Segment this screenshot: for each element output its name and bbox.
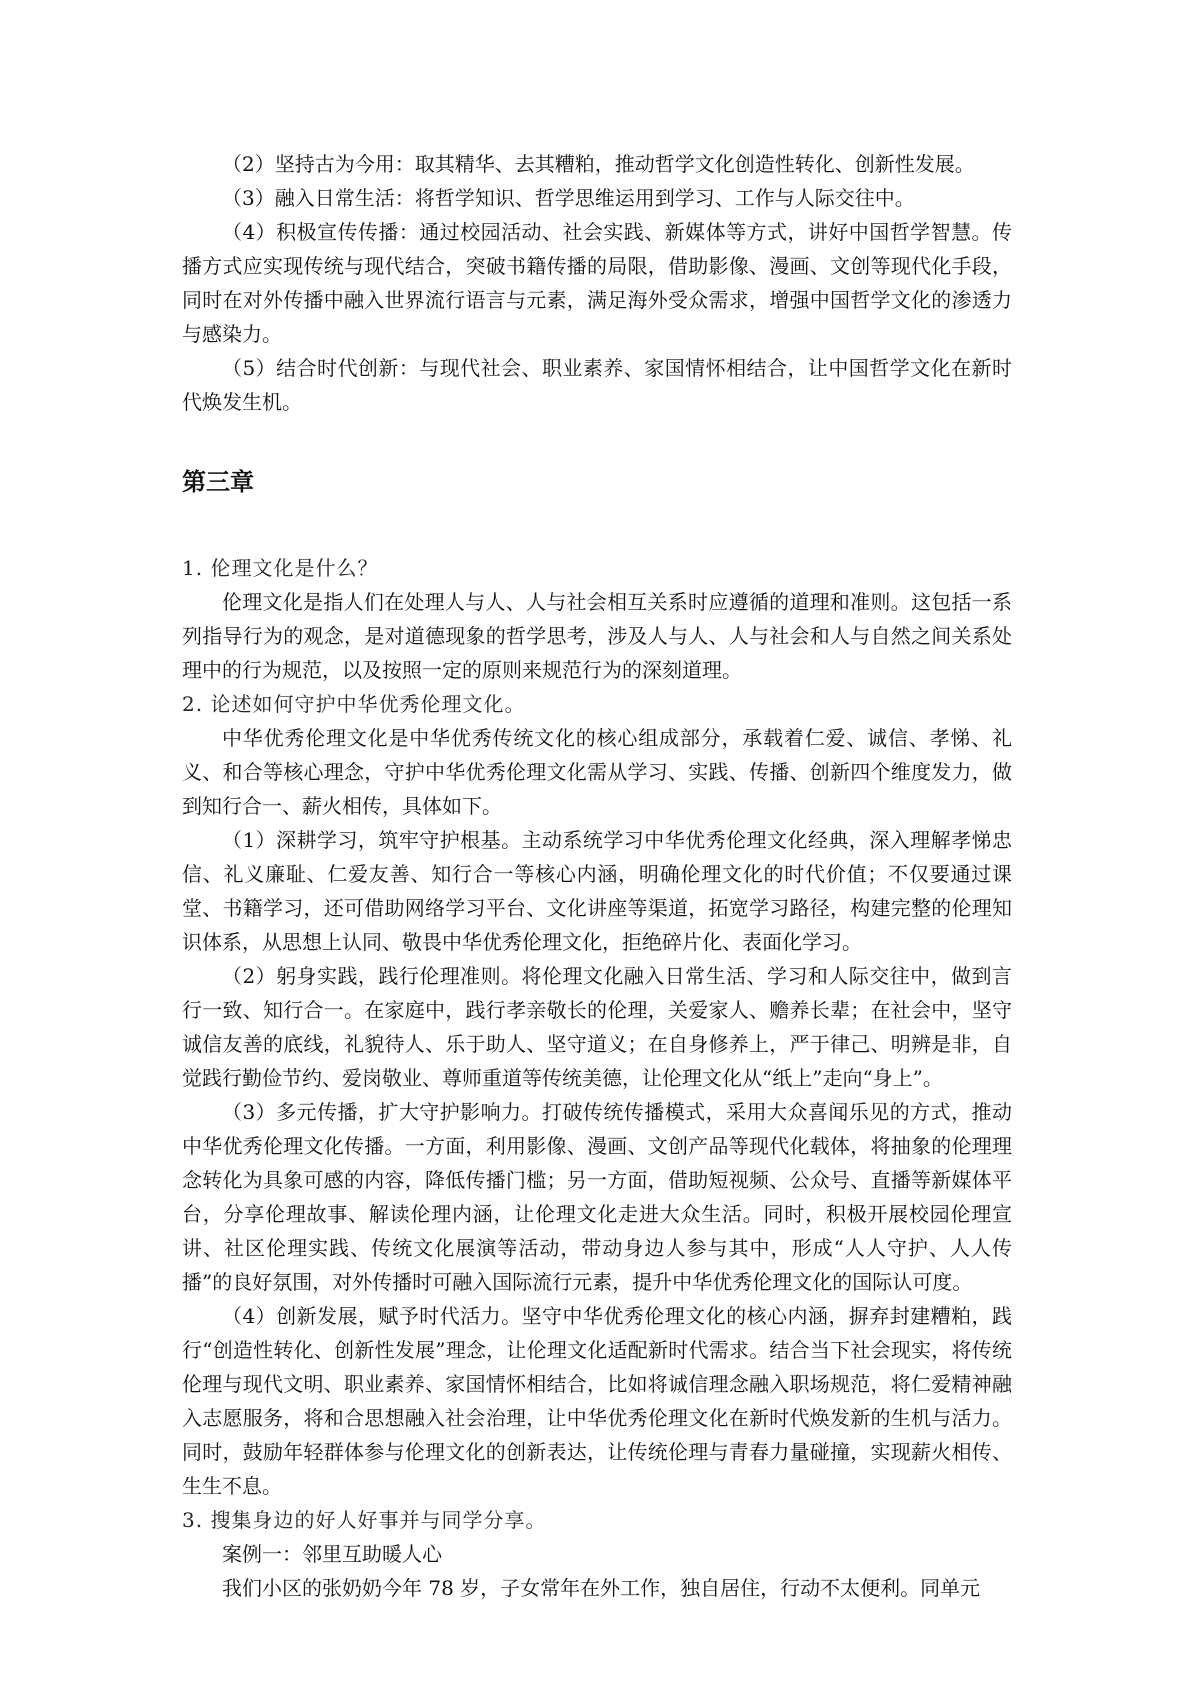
chapter-title: 第三章 [182,468,254,496]
question-1: 1. 伦理文化是什么？ [182,556,379,580]
case-title: 案例一：邻里互助暖人心 [222,1542,442,1566]
question-2: 2. 论述如何守护中华优秀伦理文化。 [182,692,526,716]
case-text: 我们小区的张奶奶今年 78 岁，子女常年在外工作，独自居住，行动不太便利。同单元 [222,1576,981,1600]
answer-2-point-4: （4）创新发展，赋予时代活力。坚守中华优秀伦理文化的核心内涵，摒弃封建糟粕，践行“创造性转化、创新性发展”理念，让伦理文化适配新时代需求。结合当下社会现实，将传统伦理与现代文明、职业素养、家国情怀相结合，比如将诚信理念融入职场规范，将仁爱精神融入志愿服务，将和合思想融入社会治理，让中华优秀伦理文化在新时代焕发新的生机与活力。同时，鼓励年轻群体参与伦理文化的创新表达，让传统伦理与青春力量碰撞，实现薪火相传、生生不息。 [182,1304,1012,1498]
prev-item-4: （4）积极宣传传播：通过校园活动、社会实践、新媒体等方式，讲好中国哲学智慧。传播方式应实现传统与现代结合，突破书籍传播的局限，借助影像、漫画、文创等现代化手段，同时在对外传播中融入世界流行语言与元素，满足海外受众需求，增强中国哲学文化的渗透力与感染力。 [182,220,1012,346]
page-content [182,147,1012,1605]
answer-2-intro: 中华优秀伦理文化是中华优秀传统文化的核心组成部分，承载着仁爱、诚信、孝悌、礼义、和合等核心理念，守护中华优秀伦理文化需从学习、实践、传播、创新四个维度发力，做到知行合一、薪火相传，具体如下。 [182,726,1012,818]
question-3: 3. 搜集身边的好人好事并与同学分享。 [182,1508,547,1532]
answer-1: 伦理文化是指人们在处理人与人、人与社会相互关系时应遵循的道理和准则。这包括一系列指导行为的观念，是对道德现象的哲学思考，涉及人与人、人与社会和人与自然之间关系处理中的行为规范，以及按照一定的原则来规范行为的深刻道理。 [182,590,1012,682]
answer-2-point-3: （3）多元传播，扩大守护影响力。打破传统传播模式，采用大众喜闻乐见的方式，推动中华优秀伦理文化传播。一方面，利用影像、漫画、文创产品等现代化载体，将抽象的伦理理念转化为具象可感的内容，降低传播门槛；另一方面，借助短视频、公众号、直播等新媒体平台，分享伦理故事、解读伦理内涵，让伦理文化走进大众生活。同时，积极开展校园伦理宣讲、社区伦理实践、传统文化展演等活动，带动身边人参与其中，形成“人人守护、人人传播”的良好氛围，对外传播时可融入国际流行元素，提升中华优秀伦理文化的国际认可度。 [182,1100,1012,1294]
answer-2-point-1: （1）深耕学习，筑牢守护根基。主动系统学习中华优秀伦理文化经典，深入理解孝悌忠信、礼义廉耻、仁爱友善、知行合一等核心内涵，明确伦理文化的时代价值；不仅要通过课堂、书籍学习，还可借助网络学习平台、文化讲座等渠道，拓宽学习路径，构建完整的伦理知识体系，从思想上认同、敬畏中华优秀伦理文化，拒绝碎片化、表面化学习。 [182,828,1012,954]
prev-item-5: （5）结合时代创新：与现代社会、职业素养、家国情怀相结合，让中国哲学文化在新时代焕发生机。 [182,356,1012,414]
answer-2-point-2: （2）躬身实践，践行伦理准则。将伦理文化融入日常生活、学习和人际交往中，做到言行一致、知行合一。在家庭中，践行孝亲敬长的伦理，关爱家人、赡养长辈；在社会中，坚守诚信友善的底线，礼貌待人、乐于助人、坚守道义；在自身修养上，严于律己、明辨是非，自觉践行勤俭节约、爱岗敬业、尊师重道等传统美德，让伦理文化从“纸上”走向“身上”。 [182,964,1012,1090]
prev-item-2: （2）坚持古为今用：取其精华、去其糟粕，推动哲学文化创造性转化、创新性发展。 [222,152,975,176]
prev-item-3: （3）融入日常生活：将哲学知识、哲学思维运用到学习、工作与人际交往中。 [222,186,915,210]
